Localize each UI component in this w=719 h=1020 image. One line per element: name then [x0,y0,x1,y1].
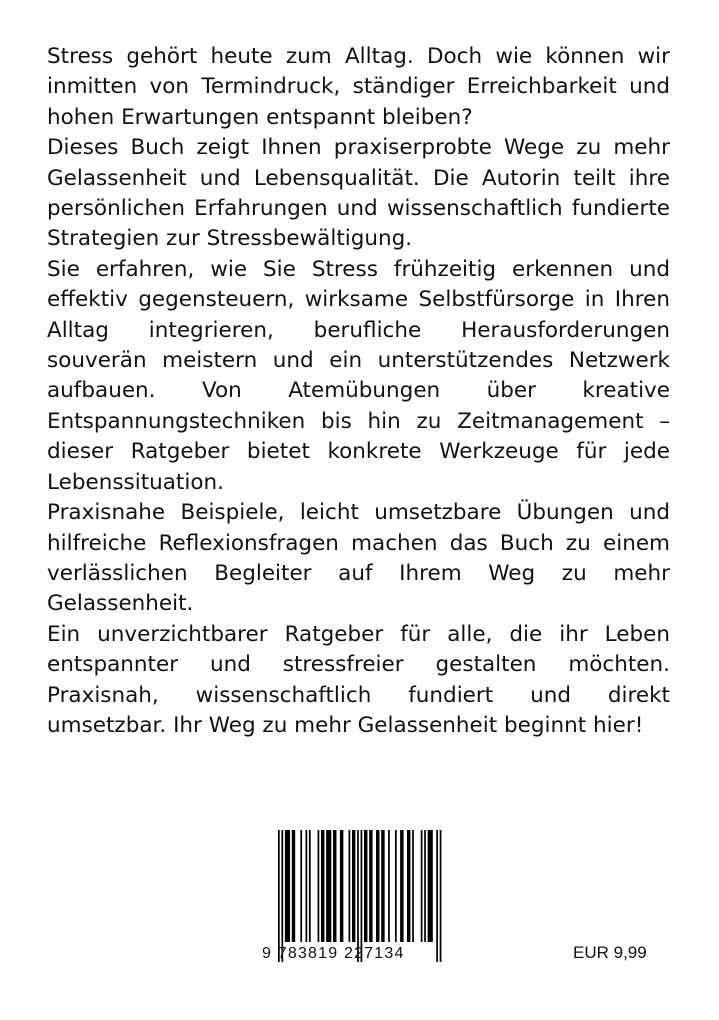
barcode-bar [364,830,367,942]
barcode-bar [349,830,351,942]
blurb-text [47,42,670,741]
barcode-bar [321,830,324,942]
barcode-bar [285,830,290,942]
barcode-bar [309,830,311,942]
blurb-paragraph: Dieses Buch zeigt Ihnen praxiserprobte Wege zu mehr Gelassenheit und Lebensqualität. Die Autorin teilt ihre persönlichen Erfahrungen und wissenschaftlich fundierte Strategien zur Stressbewältigung. [47,135,670,252]
isbn-number: 9 783819 227134 [262,945,405,962]
price-label: EUR 9,99 [573,943,647,962]
barcode-bar [306,830,308,942]
barcode-bar [436,830,438,962]
blurb-paragraph: Praxisnahe Beispiele, leicht umsetzbare Übungen und hilfreiche Reflexionsfragen machen das Buch zu einem verlässlichen Begleiter auf Ihrem Weg zu mehr Gelassenheit. [47,500,670,617]
barcode-bar [340,830,343,942]
barcode-bar [421,830,423,942]
blurb-paragraph: Sie erfahren, wie Sie Stress frühzeitig erkennen und effektiv gegensteuern, wirksame Selbstfürsorge in Ihren Alltag integrieren, berufliche Herausforderungen souverän meistern und ein unterstützendes Netzwerk aufbauen. Von Atemübungen über kreative Entspannungstechniken bis hin zu Zeitmanagement – dieser Ratgeber bietet konkrete Werkzeuge für jede Lebenssituation. [47,256,670,495]
barcode-bar [412,830,414,942]
barcode-bar [333,830,336,942]
barcode-bar [400,830,403,942]
blurb-paragraph: Stress gehört heute zum Alltag. Doch wie können wir inmitten von Termindruck, ständiger Erreichbarkeit und hohen Erwartungen entspannt bleiben? [47,44,670,130]
barcode-bar [357,830,359,962]
barcode-bar [352,830,355,942]
barcode-bar [381,830,384,942]
barcode-bar [388,830,390,942]
barcode-bar [440,830,442,962]
barcode-bar [428,830,433,942]
barcode-bar [424,830,426,942]
barcode-bar [281,830,283,962]
blurb-paragraph: Ein unverzichtbarer Ratgeber für alle, die ihr Leben entspannter und stressfreier gestalten möchten. Praxisnah, wissenschaftlich fundiert und direkt umsetzbar. Ihr Weg zu mehr Gelassenheit beginnt hier! [47,621,670,738]
barcode-bar [361,830,363,962]
barcode-bar [407,830,410,942]
barcode-bar [369,830,372,942]
barcode-bar [326,830,331,942]
barcode-bar [300,830,302,942]
barcode-bar [376,830,379,942]
barcode-bar [278,830,280,962]
barcode-bar [292,830,295,942]
barcode-bar [395,830,397,942]
barcode-bar [318,830,320,942]
